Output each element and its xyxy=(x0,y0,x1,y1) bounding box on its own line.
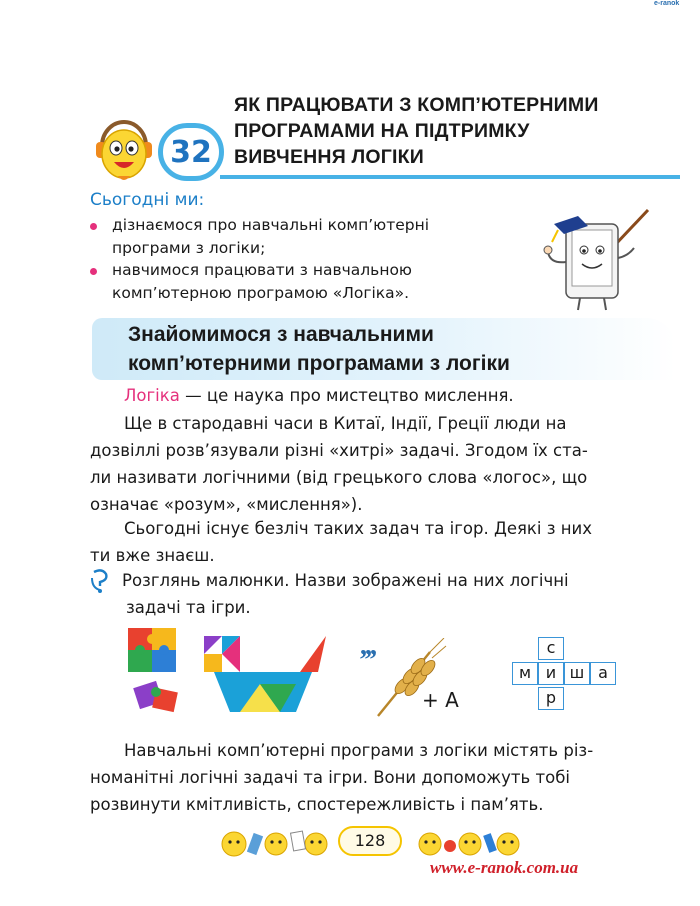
bullet-icon xyxy=(90,268,97,275)
lesson-title-line: ПРОГРАМАМИ НА ПІДТРИМКУ xyxy=(234,120,530,142)
lesson-title-line: ВИВЧЕННЯ ЛОГІКИ xyxy=(234,146,424,168)
paragraph-line: Розглянь малюнки. Назви зображені на них логічні xyxy=(122,571,569,590)
objective-line: програми з логіки; xyxy=(112,238,266,257)
objectives-heading: Сьогодні ми: xyxy=(90,190,205,210)
paragraph-line: задачі та ігри. xyxy=(126,598,251,617)
tangram-cat-icon xyxy=(200,632,330,716)
definition-term: Логіка xyxy=(124,386,180,405)
site-url[interactable]: www.e-ranok.com.ua xyxy=(430,858,579,877)
objective-line: комп’ютерною програмою «Логіка». xyxy=(112,283,410,302)
today-paragraph xyxy=(90,515,650,569)
paragraph-line: означає «розум», «мислення»). xyxy=(90,495,363,514)
lesson-number-badge xyxy=(158,123,224,181)
crossword-grid xyxy=(512,637,616,711)
objectives-list xyxy=(90,214,490,304)
crossword-cell: а xyxy=(590,662,616,685)
crossword-cell: р xyxy=(538,687,564,710)
paragraph-line: Ще в стародавні часи в Китаї, Індії, Греції люди на xyxy=(124,414,567,433)
objective-item xyxy=(90,214,490,259)
mascot-headphones-icon xyxy=(88,106,158,186)
section-title-line: Знайомимося з навчальними xyxy=(128,323,434,346)
definition-text: — це наука про мистецтво мислення. xyxy=(179,386,514,405)
paragraph-line: дозвіллі розв’язували різні «хитрі» задачі. Згодом їх ста- xyxy=(90,441,588,460)
objective-item xyxy=(90,259,490,304)
speech-task-icon xyxy=(88,568,112,594)
objective-line: дізнаємося про навчальні комп’ютерні xyxy=(112,216,430,234)
lesson-title xyxy=(234,92,674,170)
lesson-number: 32 xyxy=(170,134,212,170)
publisher-logo: e-ranok xyxy=(654,0,680,7)
header-divider xyxy=(220,175,680,179)
tablet-teacher-icon xyxy=(536,206,656,314)
paragraph-line: Сьогодні існує безліч таких задач та ігор. Деякі з них xyxy=(124,519,593,538)
section-title xyxy=(128,320,510,378)
rebus-quotes: ,,, xyxy=(360,630,375,661)
crossword-cell: ш xyxy=(564,662,590,685)
crossword-cell: и xyxy=(538,662,564,685)
crossword-cell: м xyxy=(512,662,538,685)
objective-line: навчимося працювати з навчальною xyxy=(112,261,412,279)
history-paragraph xyxy=(90,410,650,518)
task-paragraph xyxy=(122,567,662,621)
definition-paragraph xyxy=(90,382,650,409)
conclusion-paragraph xyxy=(90,737,650,818)
paragraph-line: ли називати логічними (від грецького слова «логос», що xyxy=(90,468,588,487)
paragraph-line: ти вже знаєш. xyxy=(90,546,215,565)
paragraph-line: Навчальні комп’ютерні програми з логіки містять різ- xyxy=(124,741,594,760)
paragraph-line: номанітні логічні задачі та ігри. Вони допоможуть тобі xyxy=(90,768,570,787)
page-number: 128 xyxy=(338,826,402,856)
lesson-title-line: ЯК ПРАЦЮВАТИ З КОМП’ЮТЕРНИМИ xyxy=(234,94,599,116)
jigsaw-puzzle-icon xyxy=(126,626,184,718)
rebus-plus-letter: + А xyxy=(422,688,459,712)
section-title-line: комп’ютерними програмами з логіки xyxy=(128,352,510,375)
crossword-cell: с xyxy=(538,637,564,660)
bullet-icon xyxy=(90,223,97,230)
paragraph-line: розвинути кмітливість, спостережливість і пам’ять. xyxy=(90,795,544,814)
